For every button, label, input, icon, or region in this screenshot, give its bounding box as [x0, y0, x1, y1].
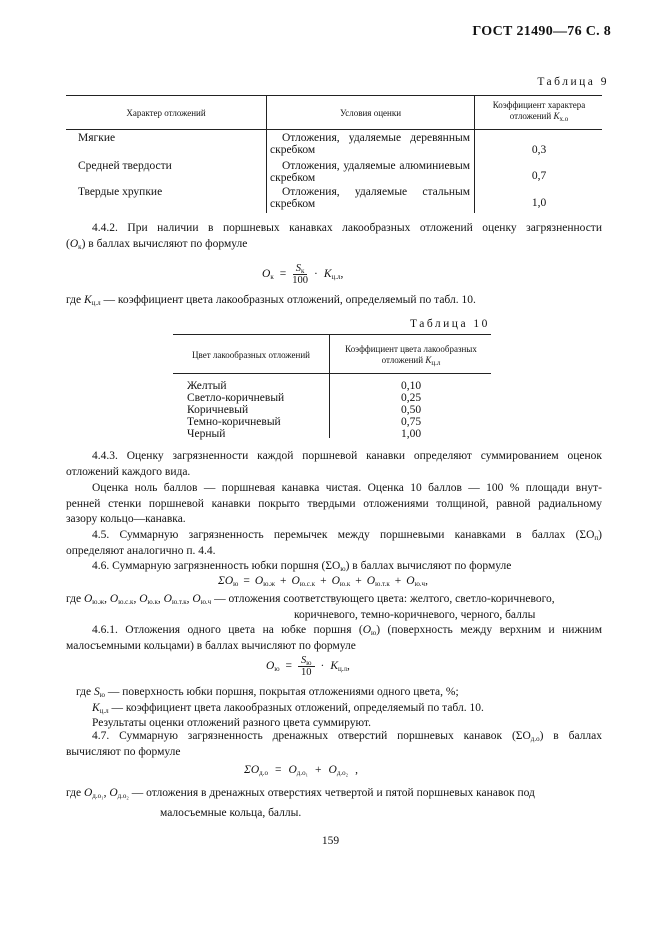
table9-row-soft-name: Мягкие [78, 132, 116, 144]
paragraph-4-6: 4.6. Суммарную загрязненность юбки поршня $(\Sigma O_ю)$ в баллах вычисляют по формуле [92, 560, 512, 573]
table9-header-character: Характер отложений [126, 108, 206, 118]
table10-row-name: Светло-коричневый [187, 392, 285, 404]
table9-row-hard-condition: Отложения, удаляемые стальным скребком [270, 186, 470, 210]
table9-row-medium-coef: 0,7 [531, 170, 547, 182]
paragraph-4-4-2: 4.4.2. При наличии в поршневых канавках лакообразных отложений оценку загрязненности $(O_к)$ в баллах вычисляют по формуле [66, 222, 602, 251]
where-skirt-area: где $S_ю$ — поверхность юбки поршня, покрытая отложениями одного цвета, %; $K_{ц.л}$ — коэффициент цвета лакообразных отложений, определяемый по табл. 10. Результаты оценки отложений разного цвета суммируют. [76, 686, 484, 729]
formula-oyu: $O_ю$ = $S_ю$ 10 · $K_{ц.л}$, [266, 654, 350, 678]
table10-coef-list [331, 380, 491, 440]
paragraph-4-7: 4.7. Суммарную загрязненность дренажных отверстий поршневых канавок $(\Sigma O_{д.о})$ в баллах вычисляют по формуле [66, 730, 602, 758]
paragraph-4-4-3: 4.4.3. Оценку загрязненности каждой поршневой канавки определяют суммированием оценок отложений каждого вида. [66, 450, 602, 478]
formula-sum-skirt: $\Sigma O_ю$ = $O_{ю.ж}$ + $O_{ю.с.к}$ + $O_{ю.к}$ + $O_{ю.т.к}$ + $O_{ю.ч}$, [218, 575, 428, 588]
table9-header-coef: Коэффициент характера отложений $K_{х.о}$ [492, 100, 586, 123]
table9-row-medium-condition: Отложения, удаляемые алюминиевым скребком [270, 160, 470, 184]
table10-caption: Таблица 10 [410, 318, 490, 330]
table9-row-hard-coef: 1,0 [531, 197, 547, 209]
where-kcl: где $K_{ц.л}$ — коэффициент цвета лакообразных отложений, определяемый по табл. 10. [66, 294, 476, 307]
paragraph-4-5: 4.5. Суммарную загрязненность перемычек между поршневыми канавками в баллах $(\Sigma O_п)$ определяют аналогично п. 4.4. [66, 529, 602, 557]
formula-ok: $O_к$ = $S_к$ 100 · $K_{ц.л}$, [262, 262, 344, 286]
table10-row-coef: 0,25 [400, 392, 422, 404]
table10-header-coef: Коэффициент цвета лакообразных отложений $K_{ц.л}$ [345, 344, 477, 367]
paragraph-zero-score: Оценка ноль баллов — поршневая канавка чистая. Оценка 10 баллов — 100 % площади внут- ренней стенки поршневой канавки покрыто твердыми отложениями толщиной, равной радиальному зазору кольцо—канавка. [66, 482, 602, 525]
where-skirt-colors: где $O_{ю.ж}$, $O_{ю.с.к}$, $O_{ю.к}$, $O_{ю.т.к}$, $O_{ю.ч}$ — отложения соответствующего цвета: желтого, светло-коричневого, коричневого, темно-коричневого, черного, баллы [66, 593, 555, 621]
table10-row-name: Коричневый [187, 404, 249, 416]
page-number: 159 [321, 835, 340, 847]
table9-row-soft-coef: 0,3 [531, 144, 547, 156]
table10-header-color: Цвет лакообразных отложений [192, 350, 310, 360]
table9-row-hard-name: Твердые хрупкие [78, 186, 163, 198]
table10-color-list [187, 380, 284, 440]
document-header: ГОСТ 21490—76 С. 8 [472, 24, 611, 39]
table10-row-coef: 0,10 [400, 380, 422, 392]
table9-row-soft-condition: Отложения, удаляемые деревянным скребком [270, 132, 470, 156]
table10-row-coef: 0,50 [400, 404, 422, 416]
table9-caption: Таблица 9 [537, 76, 609, 88]
table9-header-conditions: Условия оценки [339, 108, 402, 118]
table10-row-name: Черный [187, 428, 226, 440]
table10-row-name: Желтый [187, 380, 227, 392]
where-drain: где $O_{д.о_1}$, $O_{д.о_2}$ — отложения в дренажных отверстиях четвертой и пятой поршневых канавок под малосъемные кольца, баллы. [66, 787, 535, 819]
table10-row-coef: 0,75 [400, 416, 422, 428]
formula-drain: $\Sigma O_{д.о}$ = $O_{д.о_1}$ + $O_{д.о_2}$ , [244, 764, 358, 777]
table10-row-coef: 1,00 [400, 428, 422, 440]
table9-row-medium-name: Средней твердости [78, 160, 172, 172]
paragraph-4-6-1: 4.6.1. Отложения одного цвета на юбке поршня $(O_ю)$ (поверхность между верхним и нижним малосъемными кольцами) в баллах вычисляют по формуле [66, 624, 602, 652]
table10-row-name: Темно-коричневый [187, 416, 281, 428]
